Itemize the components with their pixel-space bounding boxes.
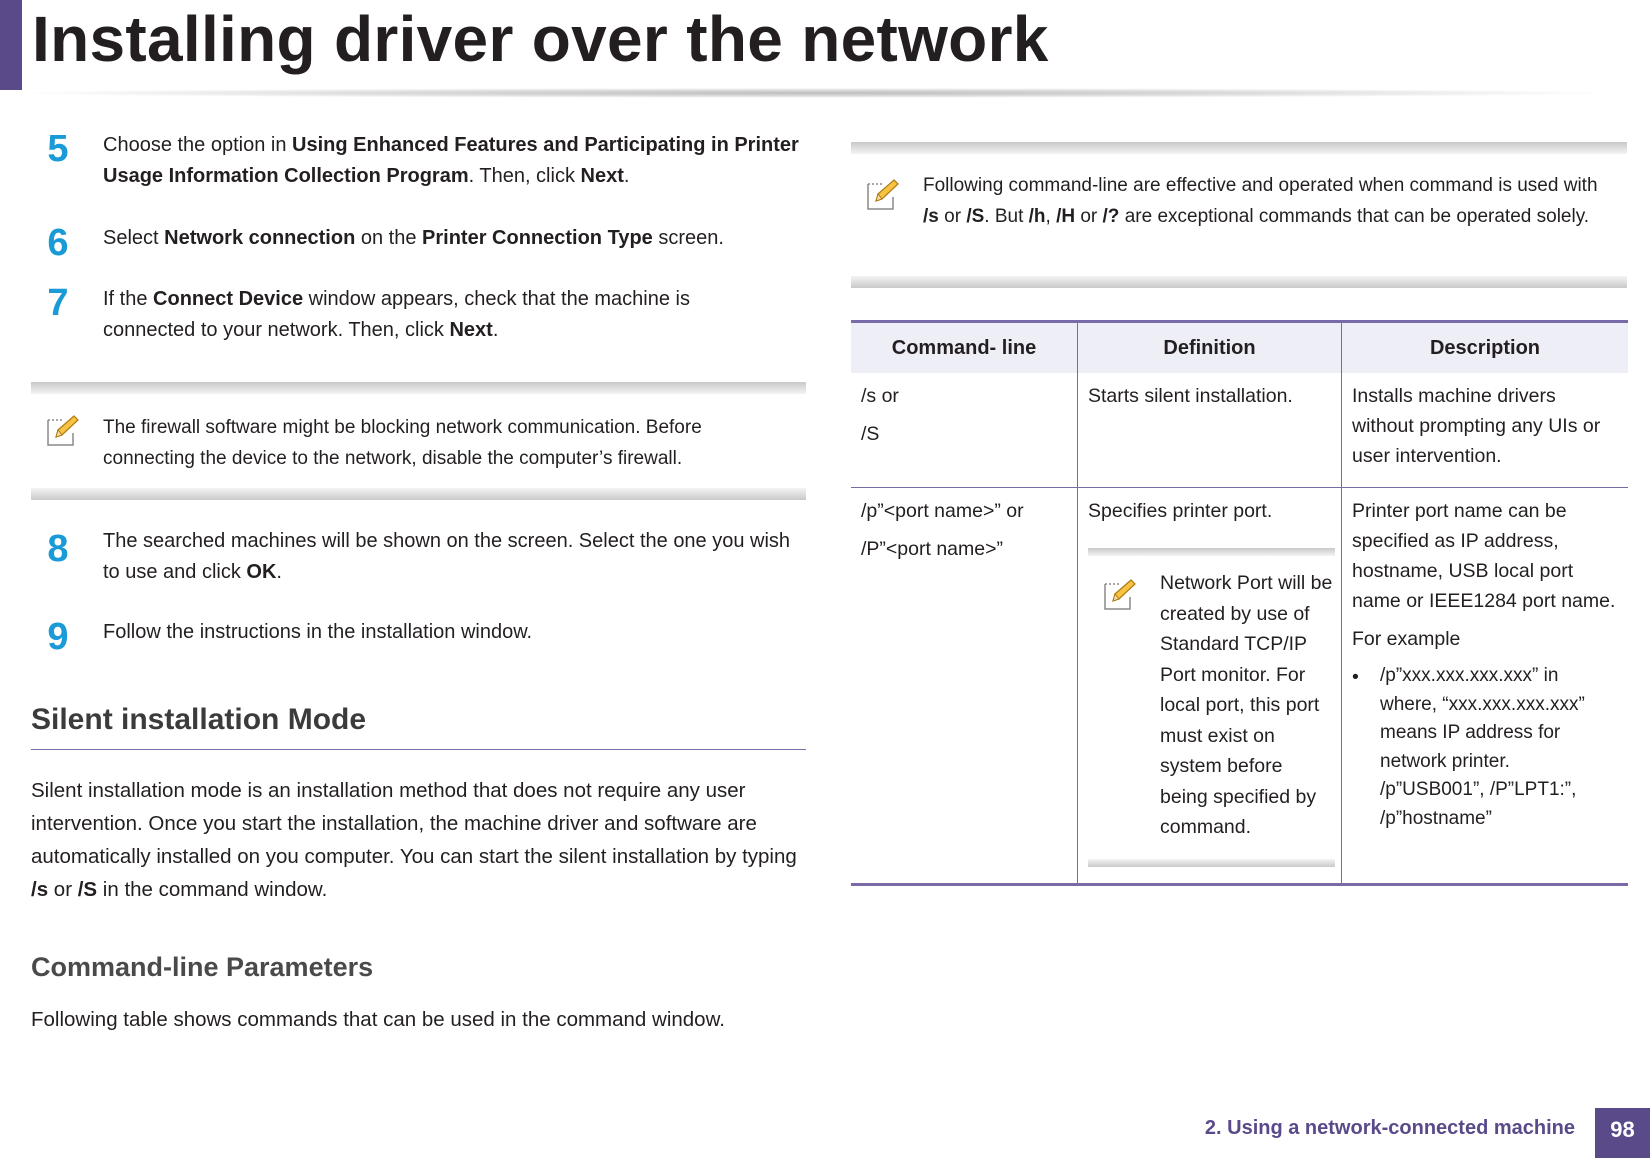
subsection-heading: Command-line Parameters	[31, 952, 374, 982]
note-top-border	[31, 382, 806, 394]
definition-cell: Starts silent installation.	[1078, 373, 1342, 488]
firewall-note	[31, 382, 806, 500]
page-title: Installing driver over the network	[32, 3, 1049, 75]
note-text: Network Port will be created by use of Standard TCP/IP Port monitor. For local port, this port must exist on system before being specified by command.	[1160, 572, 1333, 838]
pencil-note-icon	[865, 178, 899, 212]
cmdline-intro: Following table shows commands that can be used in the command window.	[31, 1008, 725, 1031]
step-text: If the Connect Device window appears, check that the machine is connected to your network. Then, click Next.	[103, 288, 690, 341]
note-bottom-border	[31, 488, 806, 500]
step-number: 8	[47, 528, 69, 570]
pencil-note-icon	[1102, 578, 1136, 612]
description-cell: Installs machine drivers without prompting any UIs or user intervention.	[1342, 373, 1629, 488]
section-heading: Silent installation Mode	[31, 703, 367, 736]
silent-mode-paragraph: Silent installation mode is an installation method that does not require any user intervention. Once you start the installation, the machine driver and software are automatically installed on you computer. You can start the silent installation by typing /s or /S in the command window.	[31, 779, 797, 901]
example-text: /p”xxx.xxx.xxx.xxx” in where, “xxx.xxx.xxx.xxx” means IP address for network printer. /p”USB001”, /P”LPT1:”, /p”hostname”	[1380, 665, 1585, 829]
inline-note	[1088, 548, 1335, 867]
note-top-border	[851, 142, 1627, 154]
step-number: 7	[47, 282, 69, 324]
pencil-note-icon	[45, 414, 79, 448]
command-text: /P”<port name>”	[861, 538, 1003, 560]
command-text: /s or	[861, 385, 899, 407]
command-cell	[851, 488, 1078, 883]
note-top-border	[1088, 548, 1335, 556]
note-bottom-border	[1088, 859, 1335, 867]
example-list-item	[1352, 662, 1618, 833]
note-text: Following command-line are effective and operated when command is used with /s or /S. But /h, /H or /? are exceptional commands that can be operated solely.	[923, 175, 1598, 227]
step-text: Choose the option in Using Enhanced Features and Participating in Printer Usage Information Collection Program. Then, click Next.	[103, 134, 799, 187]
title-divider	[28, 88, 1600, 98]
table-row	[851, 373, 1628, 488]
bullet-mark: •	[1352, 666, 1359, 688]
column-header: Description	[1342, 323, 1629, 373]
example-label: For example	[1352, 628, 1461, 650]
step-text: Select Network connection on the Printer Connection Type screen.	[103, 227, 724, 249]
title-accent-bar	[0, 0, 22, 90]
definition-cell	[1078, 488, 1342, 883]
step-number: 6	[47, 222, 69, 264]
table-row	[851, 488, 1628, 883]
command-table	[851, 323, 1628, 883]
definition-text: Specifies printer port.	[1088, 500, 1273, 522]
step-number: 5	[47, 128, 69, 170]
command-cell	[851, 373, 1078, 488]
description-text: Printer port name can be specified as IP address, hostname, USB local port name or IEEE1284 port name.	[1352, 500, 1616, 612]
cmdline-note	[851, 142, 1627, 288]
step-text: The searched machines will be shown on the screen. Select the one you wish to use and click OK.	[103, 530, 791, 583]
column-header: Definition	[1078, 323, 1342, 373]
step-number: 9	[47, 616, 69, 658]
note-text: The firewall software might be blocking network communication. Before connecting the device to the network, disable the computer’s firewall.	[103, 417, 702, 469]
footer-chapter: 2. Using a network-connected machine	[1204, 1117, 1575, 1139]
command-text: /p”<port name>” or	[861, 500, 1024, 522]
step-text: Follow the instructions in the installation window.	[103, 621, 533, 643]
command-table-wrapper	[851, 320, 1628, 886]
table-header-row	[851, 323, 1628, 373]
section-divider	[31, 749, 806, 750]
command-text: /S	[861, 423, 880, 445]
page-number: 98	[1595, 1108, 1650, 1158]
column-header: Command- line	[851, 323, 1078, 373]
note-bottom-border	[851, 276, 1627, 288]
description-cell	[1342, 488, 1629, 883]
